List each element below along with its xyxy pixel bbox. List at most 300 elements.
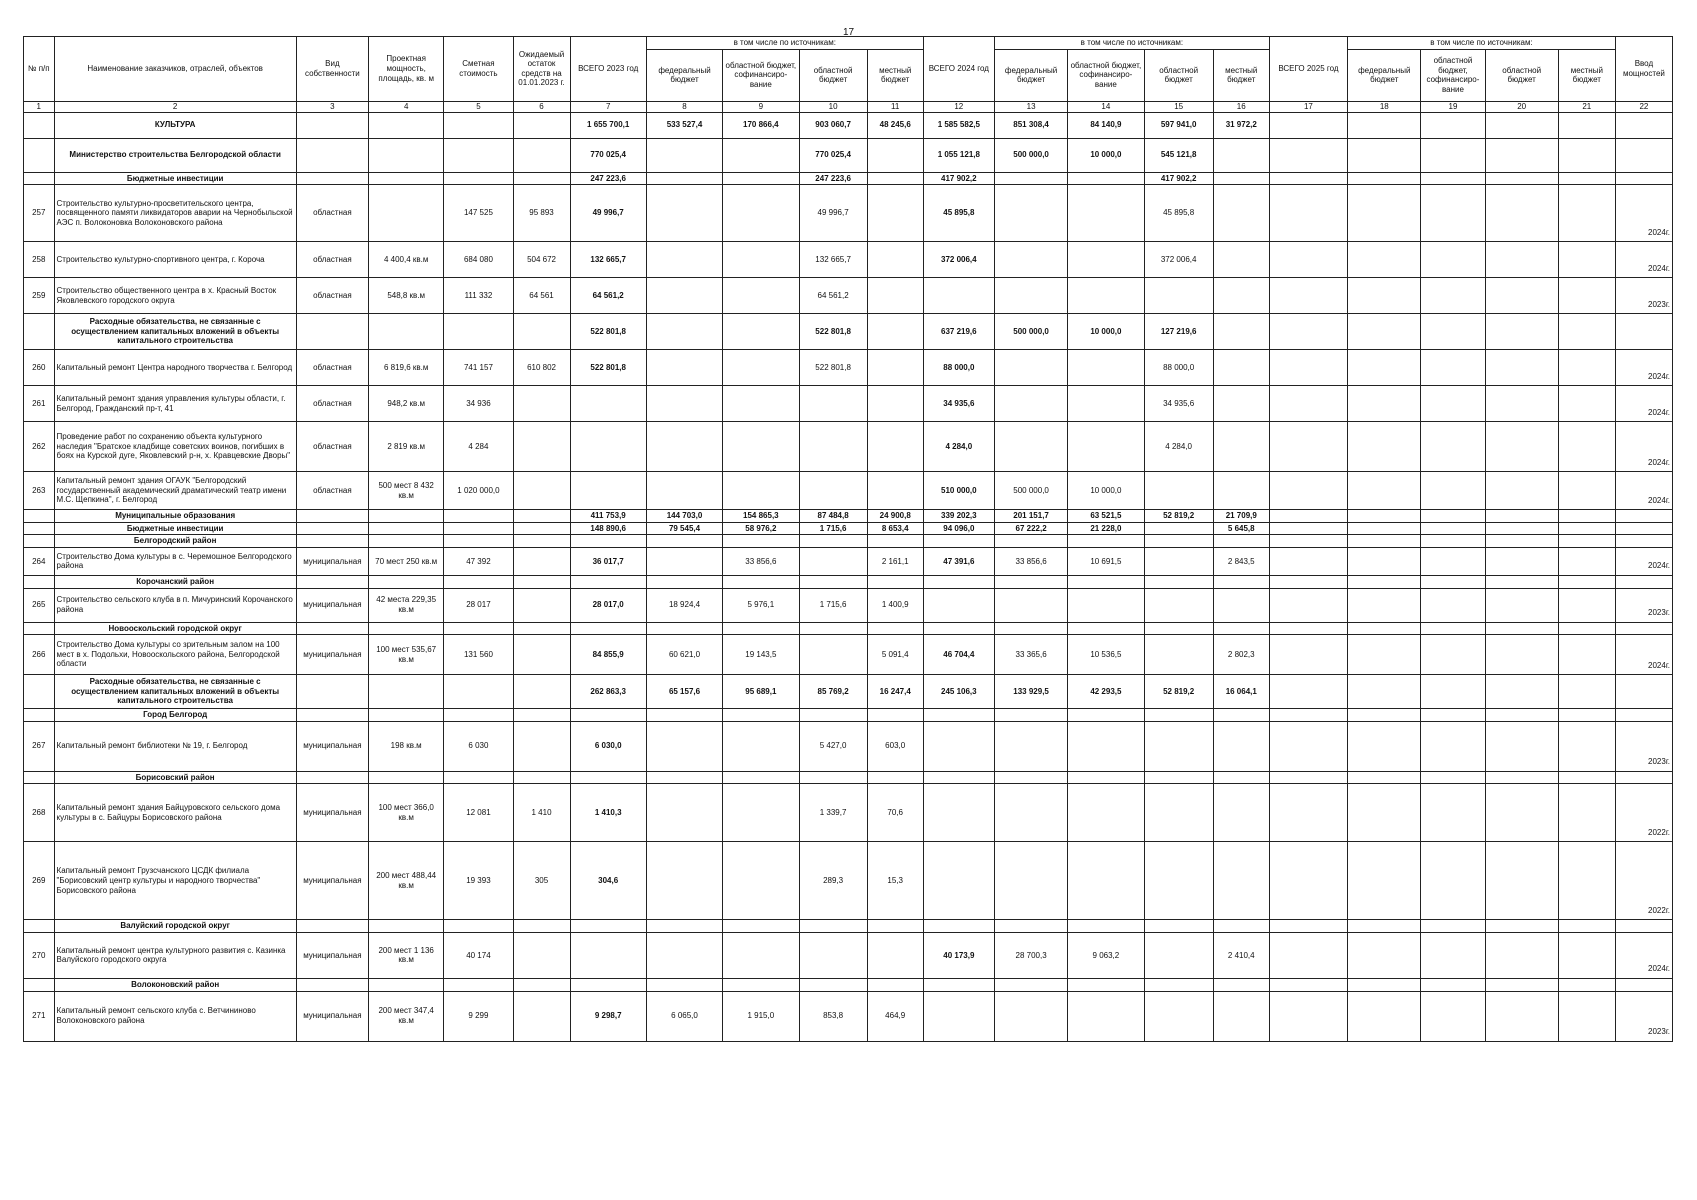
table-cell: 84 140,9 — [1068, 112, 1144, 138]
table-cell — [369, 522, 444, 535]
header-sources-2024: в том числе по источникам: — [994, 37, 1269, 50]
table-cell: 770 025,4 — [570, 138, 646, 172]
table-cell — [1269, 242, 1347, 278]
table-cell — [444, 771, 513, 784]
table-cell — [1485, 588, 1558, 622]
table-cell — [1213, 185, 1269, 242]
table-cell — [723, 622, 799, 635]
table-cell — [1068, 622, 1144, 635]
table-cell — [799, 535, 867, 548]
table-cell — [1558, 386, 1615, 422]
table-cell — [24, 535, 55, 548]
table-cell: 19 143,5 — [723, 635, 799, 675]
table-cell — [513, 721, 570, 771]
table-cell — [1269, 588, 1347, 622]
table-cell — [1144, 709, 1213, 722]
table-cell — [799, 978, 867, 991]
table-cell: Строительство общественного центра в х. Красный Восток Яковлевского городского округа — [54, 278, 296, 314]
table-cell — [1348, 978, 1421, 991]
table-cell: 79 545,4 — [646, 522, 722, 535]
table-cell: 5 645,8 — [1213, 522, 1269, 535]
table-cell: 48 245,6 — [867, 112, 923, 138]
table-cell — [1348, 709, 1421, 722]
table-cell: 4 284,0 — [1144, 422, 1213, 472]
table-cell — [444, 314, 513, 350]
table-cell — [513, 522, 570, 535]
table-cell — [444, 709, 513, 722]
table-cell — [1485, 771, 1558, 784]
table-cell: 853,8 — [799, 991, 867, 1041]
table-cell — [444, 510, 513, 523]
table-cell — [1269, 842, 1347, 920]
table-cell — [296, 920, 368, 933]
table-cell: 2024г. — [1615, 185, 1672, 242]
table-cell — [1558, 422, 1615, 472]
table-cell — [1421, 172, 1485, 185]
table-cell: 87 484,8 — [799, 510, 867, 523]
table-cell — [994, 771, 1067, 784]
table-cell: 245 106,3 — [923, 675, 994, 709]
table-cell: 40 173,9 — [923, 932, 994, 978]
table-cell — [1269, 185, 1347, 242]
table-cell: 24 900,8 — [867, 510, 923, 523]
section-row — [24, 771, 1673, 784]
table-cell — [1485, 575, 1558, 588]
table-cell: 58 976,2 — [723, 522, 799, 535]
table-cell — [369, 622, 444, 635]
table-cell — [1144, 842, 1213, 920]
column-number: 16 — [1213, 101, 1269, 112]
table-cell — [646, 472, 722, 510]
table-cell — [1558, 535, 1615, 548]
column-number: 1 — [24, 101, 55, 112]
table-cell — [1485, 709, 1558, 722]
table-cell — [24, 112, 55, 138]
table-cell — [1144, 278, 1213, 314]
table-cell — [867, 172, 923, 185]
table-cell — [799, 575, 867, 588]
table-cell — [646, 771, 722, 784]
table-cell: 269 — [24, 842, 55, 920]
table-cell: 100 мест 366,0 кв.м — [369, 784, 444, 842]
table-cell — [369, 510, 444, 523]
table-cell — [1068, 386, 1144, 422]
table-cell — [570, 386, 646, 422]
table-cell — [867, 535, 923, 548]
table-cell — [1421, 991, 1485, 1041]
table-cell — [513, 675, 570, 709]
table-cell — [1615, 978, 1672, 991]
table-cell — [296, 112, 368, 138]
table-cell: Строительство культурно-спортивного центра, г. Короча — [54, 242, 296, 278]
table-cell — [1269, 771, 1347, 784]
table-cell — [1421, 575, 1485, 588]
table-cell: 10 000,0 — [1068, 314, 1144, 350]
table-cell: 111 332 — [444, 278, 513, 314]
table-cell: 88 000,0 — [923, 350, 994, 386]
table-cell — [1213, 842, 1269, 920]
table-cell — [646, 138, 722, 172]
table-cell — [1485, 350, 1558, 386]
table-cell — [1485, 386, 1558, 422]
table-cell — [867, 920, 923, 933]
table-cell — [1558, 472, 1615, 510]
table-cell: 5 427,0 — [799, 721, 867, 771]
table-cell — [1485, 622, 1558, 635]
table-cell: Расходные обязательства, не связанные с осуществлением капитальных вложений в объекты капитального строительства — [54, 314, 296, 350]
table-cell: 1 339,7 — [799, 784, 867, 842]
table-cell — [867, 138, 923, 172]
column-number: 4 — [369, 101, 444, 112]
page-number: 17 — [842, 27, 855, 38]
table-cell — [570, 709, 646, 722]
table-cell — [1615, 172, 1672, 185]
table-cell — [1348, 510, 1421, 523]
table-cell — [723, 771, 799, 784]
section-row — [24, 535, 1673, 548]
header-regional-cofin: областной бюджет, софинансиро-вание — [723, 49, 799, 101]
table-cell: 70,6 — [867, 784, 923, 842]
table-cell: 49 996,7 — [799, 185, 867, 242]
column-number: 14 — [1068, 101, 1144, 112]
table-cell — [1421, 842, 1485, 920]
table-cell — [723, 350, 799, 386]
table-cell: 948,2 кв.м — [369, 386, 444, 422]
table-cell: 200 мест 347,4 кв.м — [369, 991, 444, 1041]
table-cell — [1213, 472, 1269, 510]
column-number: 13 — [994, 101, 1067, 112]
table-cell — [1269, 112, 1347, 138]
table-cell — [1615, 920, 1672, 933]
header-regional: областной бюджет — [1485, 49, 1558, 101]
table-cell — [1269, 991, 1347, 1041]
table-cell — [1213, 771, 1269, 784]
table-cell: 47 391,6 — [923, 547, 994, 575]
section-row — [24, 314, 1673, 350]
table-body — [24, 112, 1673, 1041]
header-federal: федеральный бюджет — [994, 49, 1067, 101]
table-cell: 522 801,8 — [570, 350, 646, 386]
table-cell: 266 — [24, 635, 55, 675]
table-cell: 9 299 — [444, 991, 513, 1041]
table-cell: Муниципальные образования — [54, 510, 296, 523]
table-cell — [1348, 635, 1421, 675]
table-cell — [1269, 278, 1347, 314]
table-cell — [1348, 386, 1421, 422]
table-cell — [1421, 350, 1485, 386]
table-cell: 201 151,7 — [994, 510, 1067, 523]
table-cell — [1269, 547, 1347, 575]
table-cell — [1269, 932, 1347, 978]
table-cell — [1213, 575, 1269, 588]
table-cell — [646, 575, 722, 588]
table-cell — [1421, 314, 1485, 350]
column-number: 8 — [646, 101, 722, 112]
table-cell — [570, 771, 646, 784]
table-cell: 88 000,0 — [1144, 350, 1213, 386]
table-cell — [369, 138, 444, 172]
header-num: № п/п — [24, 37, 55, 102]
table-cell: 148 890,6 — [570, 522, 646, 535]
table-cell: 2 161,1 — [867, 547, 923, 575]
table-cell — [1558, 842, 1615, 920]
table-cell: 47 392 — [444, 547, 513, 575]
table-cell: 2024г. — [1615, 386, 1672, 422]
table-cell: 4 284 — [444, 422, 513, 472]
column-number: 9 — [723, 101, 799, 112]
table-cell — [723, 535, 799, 548]
table-cell: 339 202,3 — [923, 510, 994, 523]
table-cell: Новооскольский городской округ — [54, 622, 296, 635]
table-cell — [513, 588, 570, 622]
table-cell — [1348, 784, 1421, 842]
table-cell — [1421, 472, 1485, 510]
table-cell — [1068, 422, 1144, 472]
table-cell — [444, 138, 513, 172]
table-cell — [994, 842, 1067, 920]
table-cell — [1558, 771, 1615, 784]
table-cell — [1485, 278, 1558, 314]
table-cell: 6 030 — [444, 721, 513, 771]
table-cell: 64 561 — [513, 278, 570, 314]
table-cell — [723, 386, 799, 422]
table-cell — [1144, 522, 1213, 535]
table-cell — [1348, 991, 1421, 1041]
table-cell — [1421, 386, 1485, 422]
table-cell: 1 055 121,8 — [923, 138, 994, 172]
table-cell: 305 — [513, 842, 570, 920]
header-remaining: Ожидаемый остаток средств на 01.01.2023 г. — [513, 37, 570, 102]
table-cell: 610 802 — [513, 350, 570, 386]
header-regional-cofin: областной бюджет, софинансиро-вание — [1421, 49, 1485, 101]
table-cell: 42 места 229,35 кв.м — [369, 588, 444, 622]
table-cell: 1 715,6 — [799, 522, 867, 535]
table-cell — [994, 721, 1067, 771]
table-cell: 2022г. — [1615, 784, 1672, 842]
table-cell — [1144, 991, 1213, 1041]
table-cell — [1485, 991, 1558, 1041]
table-cell — [1485, 842, 1558, 920]
table-cell: 9 063,2 — [1068, 932, 1144, 978]
table-cell — [24, 622, 55, 635]
table-cell — [1558, 278, 1615, 314]
table-cell: 1 655 700,1 — [570, 112, 646, 138]
table-cell — [1421, 185, 1485, 242]
table-cell — [923, 535, 994, 548]
table-cell — [1421, 510, 1485, 523]
table-cell: 147 525 — [444, 185, 513, 242]
table-cell — [1485, 185, 1558, 242]
table-cell — [1421, 278, 1485, 314]
table-cell — [1144, 721, 1213, 771]
table-cell — [1068, 784, 1144, 842]
column-number: 22 — [1615, 101, 1672, 112]
table-cell — [570, 472, 646, 510]
table-cell — [1485, 422, 1558, 472]
table-cell — [1213, 386, 1269, 422]
table-cell: 200 мест 1 136 кв.м — [369, 932, 444, 978]
table-cell — [1213, 991, 1269, 1041]
table-cell: Бюджетные инвестиции — [54, 172, 296, 185]
table-cell — [994, 784, 1067, 842]
column-number: 2 — [54, 101, 296, 112]
table-cell — [646, 978, 722, 991]
table-cell — [1558, 350, 1615, 386]
table-cell — [723, 721, 799, 771]
table-cell: 903 060,7 — [799, 112, 867, 138]
table-cell — [1348, 920, 1421, 933]
table-cell — [723, 314, 799, 350]
table-cell — [1068, 920, 1144, 933]
table-cell: 10 000,0 — [1068, 472, 1144, 510]
column-number: 21 — [1558, 101, 1615, 112]
table-cell: 2023г. — [1615, 278, 1672, 314]
table-cell — [923, 278, 994, 314]
header-regional-cofin: областной бюджет, софинансиро-вание — [1068, 49, 1144, 101]
table-cell: 1 400,9 — [867, 588, 923, 622]
table-cell: 545 121,8 — [1144, 138, 1213, 172]
table-cell — [296, 510, 368, 523]
table-cell — [1269, 635, 1347, 675]
table-cell — [369, 675, 444, 709]
table-cell — [1348, 771, 1421, 784]
table-cell: 45 895,8 — [1144, 185, 1213, 242]
table-cell: 4 284,0 — [923, 422, 994, 472]
table-cell — [1421, 978, 1485, 991]
table-cell — [1558, 675, 1615, 709]
table-cell — [444, 575, 513, 588]
table-cell: муниципальная — [296, 842, 368, 920]
table-cell — [646, 547, 722, 575]
table-cell — [1421, 709, 1485, 722]
table-cell — [1213, 978, 1269, 991]
table-cell — [867, 709, 923, 722]
table-cell — [1348, 842, 1421, 920]
table-cell: 684 080 — [444, 242, 513, 278]
table-cell: 851 308,4 — [994, 112, 1067, 138]
table-cell: 19 393 — [444, 842, 513, 920]
table-cell — [570, 422, 646, 472]
table-cell: 741 157 — [444, 350, 513, 386]
table-cell — [1348, 112, 1421, 138]
header-name: Наименование заказчиков, отраслей, объектов — [54, 37, 296, 102]
table-cell: Белгородский район — [54, 535, 296, 548]
table-cell — [1269, 350, 1347, 386]
table-cell: 60 621,0 — [646, 635, 722, 675]
table-cell: 95 689,1 — [723, 675, 799, 709]
table-cell — [1068, 575, 1144, 588]
header-sources-2023: в том числе по источникам: — [646, 37, 923, 50]
table-cell — [646, 920, 722, 933]
column-number: 6 — [513, 101, 570, 112]
table-cell: 603,0 — [867, 721, 923, 771]
table-cell — [444, 522, 513, 535]
table-cell — [1558, 172, 1615, 185]
table-cell — [1068, 991, 1144, 1041]
table-cell — [994, 242, 1067, 278]
table-cell — [570, 535, 646, 548]
table-cell — [296, 771, 368, 784]
table-cell — [1144, 635, 1213, 675]
table-cell — [296, 575, 368, 588]
table-cell: 170 866,4 — [723, 112, 799, 138]
header-federal: федеральный бюджет — [646, 49, 722, 101]
table-cell — [867, 422, 923, 472]
table-cell — [867, 314, 923, 350]
table-cell: 411 753,9 — [570, 510, 646, 523]
table-cell — [1558, 978, 1615, 991]
table-cell: 262 — [24, 422, 55, 472]
table-cell: 417 902,2 — [1144, 172, 1213, 185]
table-cell: 770 025,4 — [799, 138, 867, 172]
table-cell — [444, 675, 513, 709]
header-cost: Сметная стоимость — [444, 37, 513, 102]
table-cell — [923, 721, 994, 771]
table-cell: 52 819,2 — [1144, 510, 1213, 523]
table-cell — [723, 185, 799, 242]
table-cell: 1 585 582,5 — [923, 112, 994, 138]
table-cell — [646, 784, 722, 842]
table-cell: Борисовский район — [54, 771, 296, 784]
table-cell — [24, 920, 55, 933]
table-cell — [513, 422, 570, 472]
table-cell — [1144, 535, 1213, 548]
table-cell — [723, 242, 799, 278]
table-cell — [1348, 422, 1421, 472]
table-cell — [1269, 622, 1347, 635]
table-cell — [867, 472, 923, 510]
table-cell — [1269, 472, 1347, 510]
table-cell — [1485, 932, 1558, 978]
table-cell — [1269, 978, 1347, 991]
table-cell: 198 кв.м — [369, 721, 444, 771]
table-cell — [513, 112, 570, 138]
table-cell: 64 561,2 — [570, 278, 646, 314]
table-cell: 522 801,8 — [799, 350, 867, 386]
column-number: 12 — [923, 101, 994, 112]
table-cell: областная — [296, 472, 368, 510]
table-cell — [1213, 314, 1269, 350]
table-cell: 85 769,2 — [799, 675, 867, 709]
table-cell — [1558, 242, 1615, 278]
table-cell — [1485, 112, 1558, 138]
table-cell: 2024г. — [1615, 635, 1672, 675]
column-number: 3 — [296, 101, 368, 112]
table-cell — [444, 172, 513, 185]
table-cell — [646, 314, 722, 350]
table-cell: 15,3 — [867, 842, 923, 920]
table-cell — [1269, 522, 1347, 535]
table-cell — [1558, 138, 1615, 172]
table-cell — [296, 522, 368, 535]
table-cell — [1558, 622, 1615, 635]
table-cell — [513, 709, 570, 722]
table-cell — [369, 112, 444, 138]
table-cell: 417 902,2 — [923, 172, 994, 185]
table-cell — [1213, 784, 1269, 842]
table-cell — [923, 588, 994, 622]
table-cell — [369, 920, 444, 933]
table-cell — [1558, 547, 1615, 575]
table-cell: 8 653,4 — [867, 522, 923, 535]
table-cell: 5 091,4 — [867, 635, 923, 675]
table-cell — [994, 588, 1067, 622]
table-cell: 84 855,9 — [570, 635, 646, 675]
table-cell — [723, 920, 799, 933]
table-cell — [513, 575, 570, 588]
table-cell — [1269, 675, 1347, 709]
table-cell: 33 856,6 — [994, 547, 1067, 575]
